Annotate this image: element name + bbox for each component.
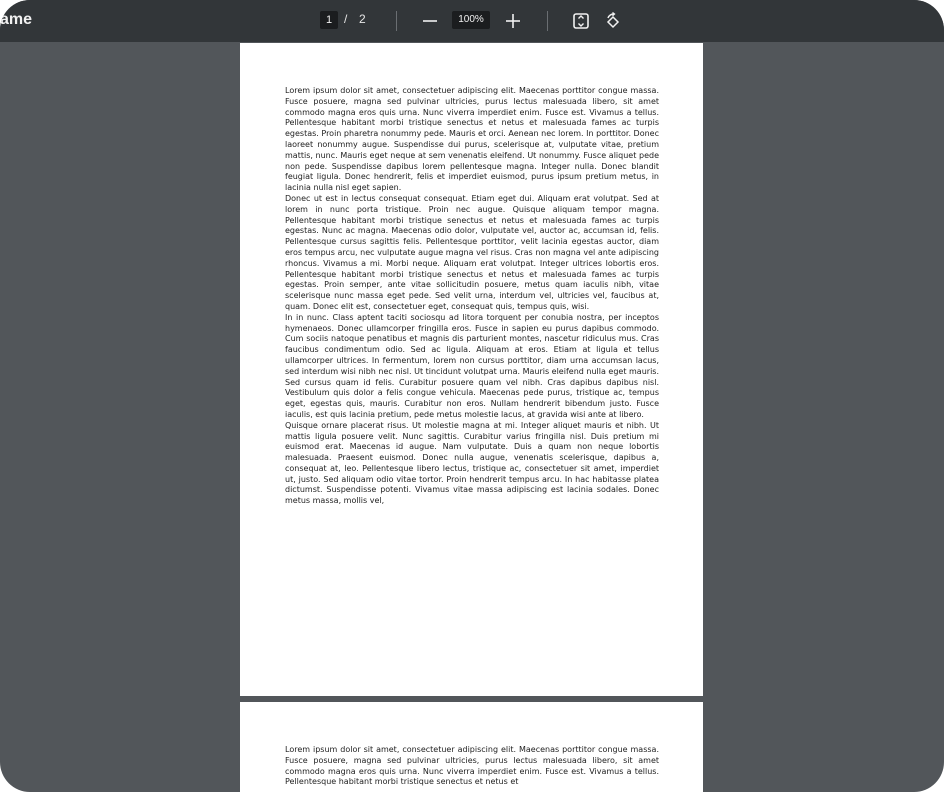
page-separator: /: [344, 12, 348, 26]
document-title: ame: [0, 11, 33, 28]
current-page-input[interactable]: 1: [320, 11, 338, 29]
minus-icon: [422, 13, 438, 29]
pdf-toolbar: [0, 0, 944, 42]
plus-icon: [505, 13, 521, 29]
page-text: [285, 86, 659, 507]
total-pages: 2: [359, 12, 366, 26]
fit-page-button[interactable]: [568, 8, 594, 34]
toolbar-divider: [547, 11, 548, 31]
zoom-level-input[interactable]: 100%: [452, 11, 490, 29]
toolbar-divider: [396, 11, 397, 31]
paragraph: Donec ut est in lectus consequat consequat. Etiam eget dui. Aliquam erat volutpat. Sed at lorem in nunc porta tristique. Proin nec augue. Quisque aliquam tempor magna. Pellentesque habitant morbi tristique senectus et netus et malesuada fames ac turpis egestas. Nunc ac magna. Maecenas odio dolor, vulputate vel, auctor ac, accumsan id, felis. Pellentesque cursus sagittis felis. Pellentesque porttitor, velit lacinia egestas auctor, diam eros tempus arcu, nec vulputate augue magna vel risus. Cras non magna vel ante adipiscing rhoncus. Vivamus a mi. Morbi neque. Aliquam erat volutpat. Integer ultrices lobortis eros. Pellentesque habitant morbi tristique senectus et netus et malesuada fames ac turpis egestas. Proin semper, ante vitae sollicitudin posuere, metus quam iaculis nibh, vitae scelerisque nunc massa eget pede. Sed velit urna, interdum vel, ultricies vel, faucibus at, quam. Donec elit est, consectetuer eget, consequat quis, tempus quis, wisi.: [285, 193, 659, 311]
paragraph: Quisque ornare placerat risus. Ut molestie magna at mi. Integer aliquet mauris et nibh. Ut mattis ligula posuere velit. Nunc sagittis. Curabitur varius fringilla nisl. Duis pretium mi euismod erat. Maecenas id augue. Nam vulputate. Duis a quam non neque lobortis malesuada. Praesent euismod. Donec nulla augue, venenatis scelerisque, dapibus a, consequat at, leo. Pellentesque libero lectus, tristique ac, consectetuer sit amet, imperdiet ut, justo. Sed aliquam odio vitae tortor. Proin hendrerit tempus arcu. In hac habitasse platea dictumst. Suspendisse potenti. Vivamus vitae massa adipiscing est lacinia sodales. Donec metus massa, mollis vel,: [285, 420, 659, 506]
fit-page-icon: [572, 12, 590, 30]
paragraph: Lorem ipsum dolor sit amet, consectetuer adipiscing elit. Maecenas porttitor congue massa. Fusce posuere, magna sed pulvinar ultricies, purus lectus malesuada libero, sit amet commodo magna eros quis urna. Nunc viverra imperdiet enim. Fusce est. Vivamus a tellus. Pellentesque habitant morbi tristique senectus et netus et malesuada fames ac turpis egestas. Proin pharetra nonummy pede. Mauris et orci. Aenean nec lorem. In porttitor. Donec laoreet nonummy augue. Suspendisse dui purus, scelerisque at, vulputate vitae, pretium mattis, nunc. Mauris eget neque at sem venenatis eleifend. Ut nonummy. Fusce aliquet pede non pede. Suspendisse dapibus lorem pellentesque magna. Integer nulla. Donec blandit feugiat ligula. Donec hendrerit, felis et imperdiet euismod, purus ipsum pretium metus, in lacinia nulla nisl eget sapien.: [285, 86, 659, 193]
pdf-page: [240, 43, 703, 696]
paragraph: In in nunc. Class aptent taciti sociosqu ad litora torquent per conubia nostra, per inceptos hymenaeos. Donec ullamcorper fringilla eros. Fusce in sapien eu purus dapibus commodo. Cum sociis natoque penatibus et magnis dis parturient montes, nascetur ridiculus mus. Cras faucibus condimentum odio. Sed ac ligula. Aliquam at eros. Etiam at ligula et tellus ullamcorper ultrices. In fermentum, lorem non cursus porttitor, diam urna accumsan lacus, sed interdum wisi nibh nec nisl. Ut tincidunt volutpat urna. Mauris eleifend nulla eget mauris. Sed cursus quam id felis. Curabitur posuere quam vel nibh. Cras dapibus dapibus nisl. Vestibulum quis dolor a felis congue vehicula. Maecenas pede purus, tristique ac, tempus eget, egestas quis, mauris. Curabitur non eros. Nullam hendrerit bibendum justo. Fusce iaculis, est quis lacinia pretium, pede metus molestie lacus, at gravida wisi ante at libero.: [285, 312, 659, 419]
rotate-button[interactable]: [600, 8, 626, 34]
pdf-page: [240, 702, 703, 792]
rotate-icon: [604, 12, 622, 30]
zoom-out-button[interactable]: [417, 8, 443, 34]
page-text: [285, 745, 659, 788]
paragraph: Lorem ipsum dolor sit amet, consectetuer adipiscing elit. Maecenas porttitor congue massa. Fusce posuere, magna sed pulvinar ultricies, purus lectus malesuada libero, sit amet commodo magna eros quis urna. Nunc viverra imperdiet enim. Fusce est. Vivamus a tellus. Pellentesque habitant morbi tristique senectus et netus et: [285, 745, 659, 787]
zoom-in-button[interactable]: [500, 8, 526, 34]
